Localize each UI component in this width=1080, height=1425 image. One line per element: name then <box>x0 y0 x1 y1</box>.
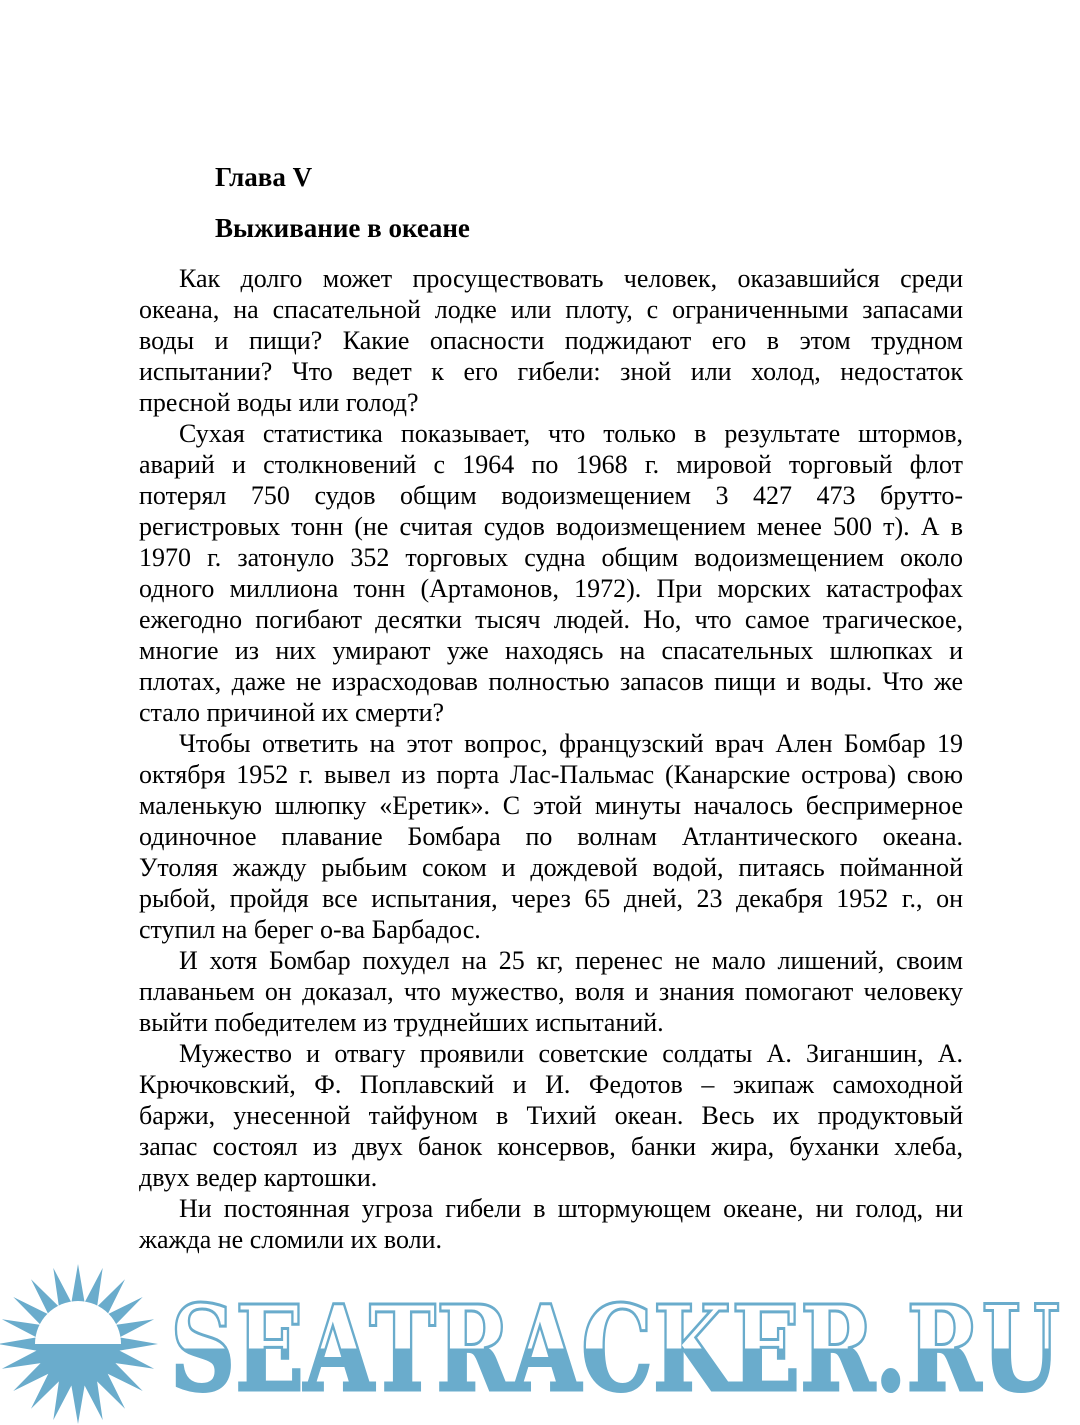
text-line: жажда не сломили их воли. <box>139 1225 443 1254</box>
text-line: выйти победителем из труднейших испытаний. <box>139 1008 664 1037</box>
text-line: потерял 750 судов общим водоизмещением 3 427 473 брутто- <box>139 481 963 510</box>
paragraph <box>139 263 963 418</box>
text-line: Чтобы ответить на этот вопрос, французский врач Ален Бомбар 19 <box>179 729 963 758</box>
text-line: океана, на спасательной лодке или плоту, с ограниченными запасами <box>139 295 963 324</box>
text-line: Как долго может просуществовать человек, оказавшийся среди <box>179 264 963 293</box>
text-line: регистровых тонн (не считая судов водоизмещением менее 500 т). А в <box>139 512 963 541</box>
chapter-title: Выживание в океане <box>215 213 470 243</box>
text-line: Ни постоянная угроза гибели в штормующем океане, ни голод, ни <box>179 1194 963 1223</box>
text-line: баржи, унесенной тайфуном в Тихий океан. Весь их продуктовый <box>139 1101 963 1130</box>
text-line: аварий и столкновений с 1964 по 1968 г. мировой торговый флот <box>139 450 963 479</box>
paragraph <box>139 418 963 728</box>
text-line: одного миллиона тонн (Артамонов, 1972). При морских катастрофах <box>139 574 963 603</box>
text-line: Сухая статистика показывает, что только в результате штормов, <box>179 419 963 448</box>
text-line: Утоляя жажду рыбьим соком и дождевой водой, питаясь пойманной <box>139 853 963 882</box>
seatracker-watermark-logo <box>0 1262 1080 1425</box>
paragraph <box>139 1038 963 1193</box>
text-line: маленькую шлюпку «Еретик». С этой минуты началось беспримерное <box>139 791 963 820</box>
text-line: одиночное плавание Бомбара по волнам Атлантического океана. <box>139 822 963 851</box>
text-line: многие из них умирают уже находясь на спасательных шлюпках и <box>139 636 963 665</box>
text-line: И хотя Бомбар похудел на 25 кг, перенес не мало лишений, своим <box>179 946 963 975</box>
text-line: рыбой, пройдя все испытания, через 65 дней, 23 декабря 1952 г., он <box>139 884 963 913</box>
text-line: испытании? Что ведет к его гибели: зной или холод, недостаток <box>139 357 963 386</box>
text-line: стало причиной их смерти? <box>139 698 445 727</box>
text-line: Крючковский, Ф. Поплавский и И. Федотов – экипаж самоходной <box>139 1070 963 1099</box>
paragraph <box>139 1193 963 1255</box>
text-line: двух ведер картошки. <box>139 1163 378 1192</box>
paragraph <box>139 728 963 945</box>
text-line: плаваньем он доказал, что мужество, воля и знания помогают человеку <box>139 977 963 1006</box>
text-line: плотах, даже не израсходовав полностью запасов пищи и воды. Что же <box>139 667 963 696</box>
chapter-body <box>139 263 963 1255</box>
text-line: ежегодно погибают десятки тысяч людей. Но, что самое трагическое, <box>139 605 963 634</box>
text-line: октября 1952 г. вывел из порта Лас-Пальмас (Канарские острова) свою <box>139 760 963 789</box>
text-line: пресной воды или голод? <box>139 388 419 417</box>
chapter-number: Глава V <box>215 162 313 192</box>
paragraph <box>139 945 963 1038</box>
text-line: Мужество и отвагу проявили советские солдаты А. Зиганшин, А. <box>179 1039 963 1068</box>
sun-icon <box>0 1264 158 1424</box>
text-line: 1970 г. затонуло 352 торговых судна общим водоизмещением около <box>139 543 963 572</box>
text-line: воды и пищи? Какие опасности поджидают его в этом трудном <box>139 326 963 355</box>
text-line: запас состоял из двух банок консервов, банки жира, буханки хлеба, <box>139 1132 963 1161</box>
text-line: ступил на берег о-ва Барбадос. <box>139 915 481 944</box>
watermark-text: SEATRACKER.RU <box>170 1279 1060 1418</box>
